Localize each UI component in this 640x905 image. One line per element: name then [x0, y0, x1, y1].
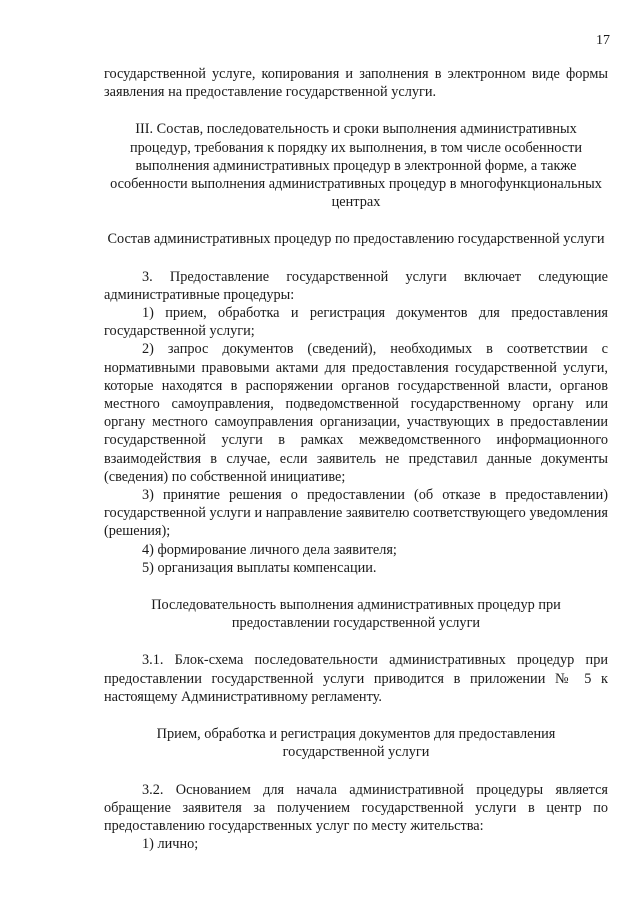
- page-number: 17: [596, 33, 610, 48]
- list-item: 5) организация выплаты компенсации.: [142, 559, 377, 576]
- list-item: 3) принятие решения о предоставлении (об отказе в предоставлении) государственной услуги и направление заявителю соответствующего уведомления (решения);: [104, 487, 608, 540]
- list-item: 1) прием, обработка и регистрация документов для предоставления государственной услуги;: [104, 305, 608, 340]
- intro-paragraph: государственной услуге, копирования и заполнения в электронном виде формы заявления на предоставление государственной услуги.: [104, 66, 608, 101]
- subsection-title-composition: Состав административных процедур по предоставлению государственной услуги: [107, 231, 605, 248]
- list-item: 1) лично;: [142, 836, 199, 853]
- list-item: 4) формирование личного дела заявителя;: [142, 541, 397, 558]
- subsection-title-sequence: Последовательность выполнения административных процедур при предоставлении государственной услуги: [151, 597, 561, 632]
- subsection-title-reception: Прием, обработка и регистрация документов для предоставления государственной услуги: [156, 726, 556, 761]
- list-item: 2) запрос документов (сведений), необходимых в соответствии с нормативными правовыми актами для предоставления государственной услуги, которые находятся в распоряжении органов государственной власти, органов местного самоуправления, подведомственной государственному органу или органу местного самоуправления организации, участвующих в предоставлении государственной услуги в рамках межведомственного информационного взаимодействия в случае, если заявитель не представил данные документы (сведения) по собственной инициативе;: [104, 341, 608, 485]
- paragraph-3-2: 3.2. Основанием для начала административной процедуры является обращение заявителя за получением государственной услуги в центр по предоставлению государственных услуг по месту жительства:: [104, 781, 608, 834]
- section-heading: III. Состав, последовательность и сроки выполнения административных процедур, требования к порядку их выполнения, в том числе особенности выполнения административных процедур в электронной форме, а также особенности выполнения административных процедур в многофункциональных центрах: [110, 121, 602, 211]
- paragraph-3: 3. Предоставление государственной услуги включает следующие административные процедуры:: [104, 268, 608, 303]
- document-body: [104, 65, 608, 853]
- paragraph-3-1: 3.1. Блок-схема последовательности административных процедур при предоставлении государственной услуги приводится в приложении № 5 к настоящему Административному регламенту.: [104, 652, 608, 705]
